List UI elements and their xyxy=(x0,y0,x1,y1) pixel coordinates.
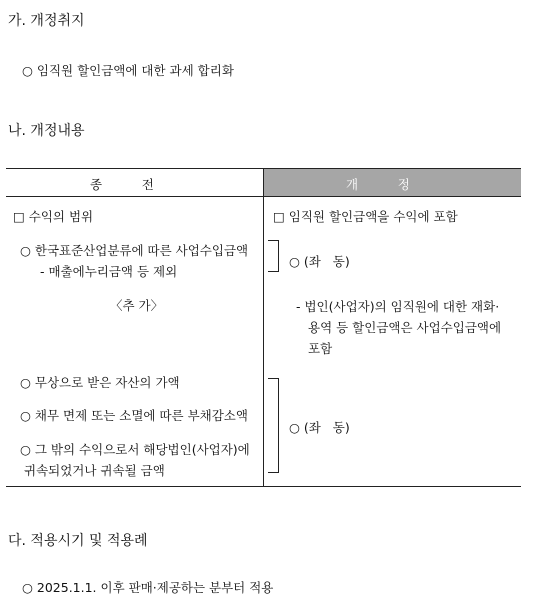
before-title: □ 수익의 범위 xyxy=(13,209,94,224)
after-title: □ 임직원 할인금액을 수익에 포함 xyxy=(273,209,458,224)
bracket-bottom xyxy=(268,378,279,473)
before-item-business-income: ○ 한국표준산업분류에 따른 사업수입금액 xyxy=(20,243,249,258)
table-bottom-border xyxy=(6,486,521,487)
after-new-employee-discount-line2: 용역 등 할인금액은 사업수입금액에 xyxy=(308,320,502,335)
section-heading-content: 나. 개정내용 xyxy=(8,123,85,139)
before-item-debt-reduction: ○ 채무 면제 또는 소멸에 따른 부채감소액 xyxy=(20,408,248,423)
before-item-business-income-sub: - 매출에누리금액 등 제외 xyxy=(40,264,178,279)
table-header-before: 종 전 xyxy=(90,177,154,192)
table-header-after: 개 정 xyxy=(346,177,410,192)
section-heading-effective-date: 다. 적용시기 및 적용례 xyxy=(8,533,148,549)
section-heading-purpose: 가. 개정취지 xyxy=(8,13,85,29)
purpose-item: ○ 임직원 할인금액에 대한 과세 합리화 xyxy=(22,63,234,78)
effective-date-item: ○ 2025.1.1. 이후 판매·제공하는 분부터 적용 xyxy=(22,580,274,595)
after-new-employee-discount-line1: - 법인(사업자)의 임직원에 대한 재화· xyxy=(296,299,500,314)
before-item-free-assets: ○ 무상으로 받은 자산의 가액 xyxy=(20,375,180,390)
after-same-as-before-1: ○ (좌 동) xyxy=(289,254,350,269)
table-column-separator xyxy=(263,168,264,486)
after-same-as-before-2: ○ (좌 동) xyxy=(289,420,350,435)
after-new-employee-discount-line3: 포함 xyxy=(308,341,333,356)
before-added-placeholder: 〈추 가〉 xyxy=(110,298,164,313)
before-item-other-income-cont: 귀속되었거나 귀속될 금액 xyxy=(24,463,165,478)
bracket-top xyxy=(268,240,279,272)
before-item-other-income: ○ 그 밖의 수익으로서 해당법인(사업자)에 xyxy=(20,442,250,457)
